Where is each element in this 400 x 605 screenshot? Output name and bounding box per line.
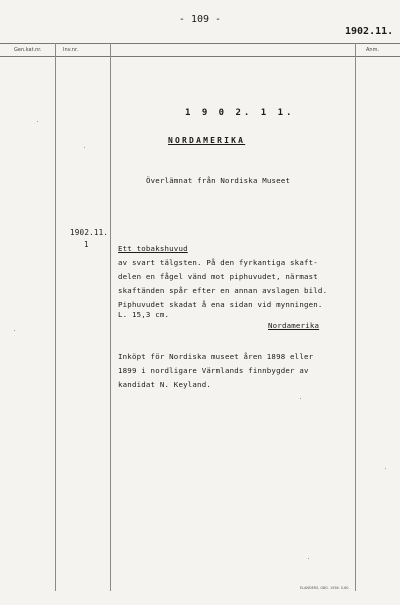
column-rule-gen-kat bbox=[55, 43, 56, 591]
acquisition-line: Inköpt för Nordiska museet åren 1898 eller bbox=[118, 352, 314, 361]
paper-speck bbox=[300, 398, 301, 399]
printer-imprint: ELANDERS, GBG. 1936. S.60. bbox=[300, 586, 350, 590]
header-rule-top bbox=[0, 43, 400, 44]
header-rule-bottom bbox=[0, 56, 400, 57]
acquisition-line: kandidat N. Keyland. bbox=[118, 380, 211, 389]
entry-title: Ett tobakshuvud bbox=[118, 244, 188, 253]
entry-sub-number: 1 bbox=[84, 240, 89, 249]
paper-speck bbox=[37, 121, 38, 122]
column-header-gen-kat: Gen.kat.nr. bbox=[14, 47, 42, 53]
paper-speck bbox=[84, 147, 85, 148]
acquisition-line: 1899 i nordligare Värmlands finnbygder av bbox=[118, 366, 309, 375]
catalog-heading: 1 9 0 2. 1 1. bbox=[185, 108, 295, 118]
description-line: delen en fågel vänd mot piphuvudet, närmast bbox=[118, 272, 318, 281]
region-label-right: Nordamerika bbox=[268, 321, 320, 330]
paper-speck bbox=[385, 468, 386, 469]
provenance-line: Överlämnat från Nordiska Museet bbox=[146, 176, 291, 185]
entry-number: 1902.11. bbox=[70, 228, 109, 237]
column-rule-anm bbox=[355, 43, 356, 591]
paper-speck bbox=[14, 330, 15, 331]
page-number: - 109 - bbox=[178, 14, 222, 25]
description-line: skaftänden spår efter en annan avslagen bild. bbox=[118, 286, 328, 295]
column-header-inv: Inv.nr. bbox=[63, 47, 79, 53]
catalog-number: 1902.11. bbox=[345, 26, 394, 37]
description-line: Piphuvudet skadat å ena sidan vid mynningen. bbox=[118, 300, 323, 309]
description-line: av svart tälgsten. På den fyrkantiga skaft- bbox=[118, 258, 318, 267]
region-heading: NORDAMERIKA bbox=[168, 136, 246, 145]
paper-speck bbox=[308, 558, 309, 559]
column-rule-inv bbox=[110, 43, 111, 591]
column-header-anm: Anm. bbox=[366, 47, 380, 53]
description-line: L. 15,3 cm. bbox=[118, 310, 170, 319]
